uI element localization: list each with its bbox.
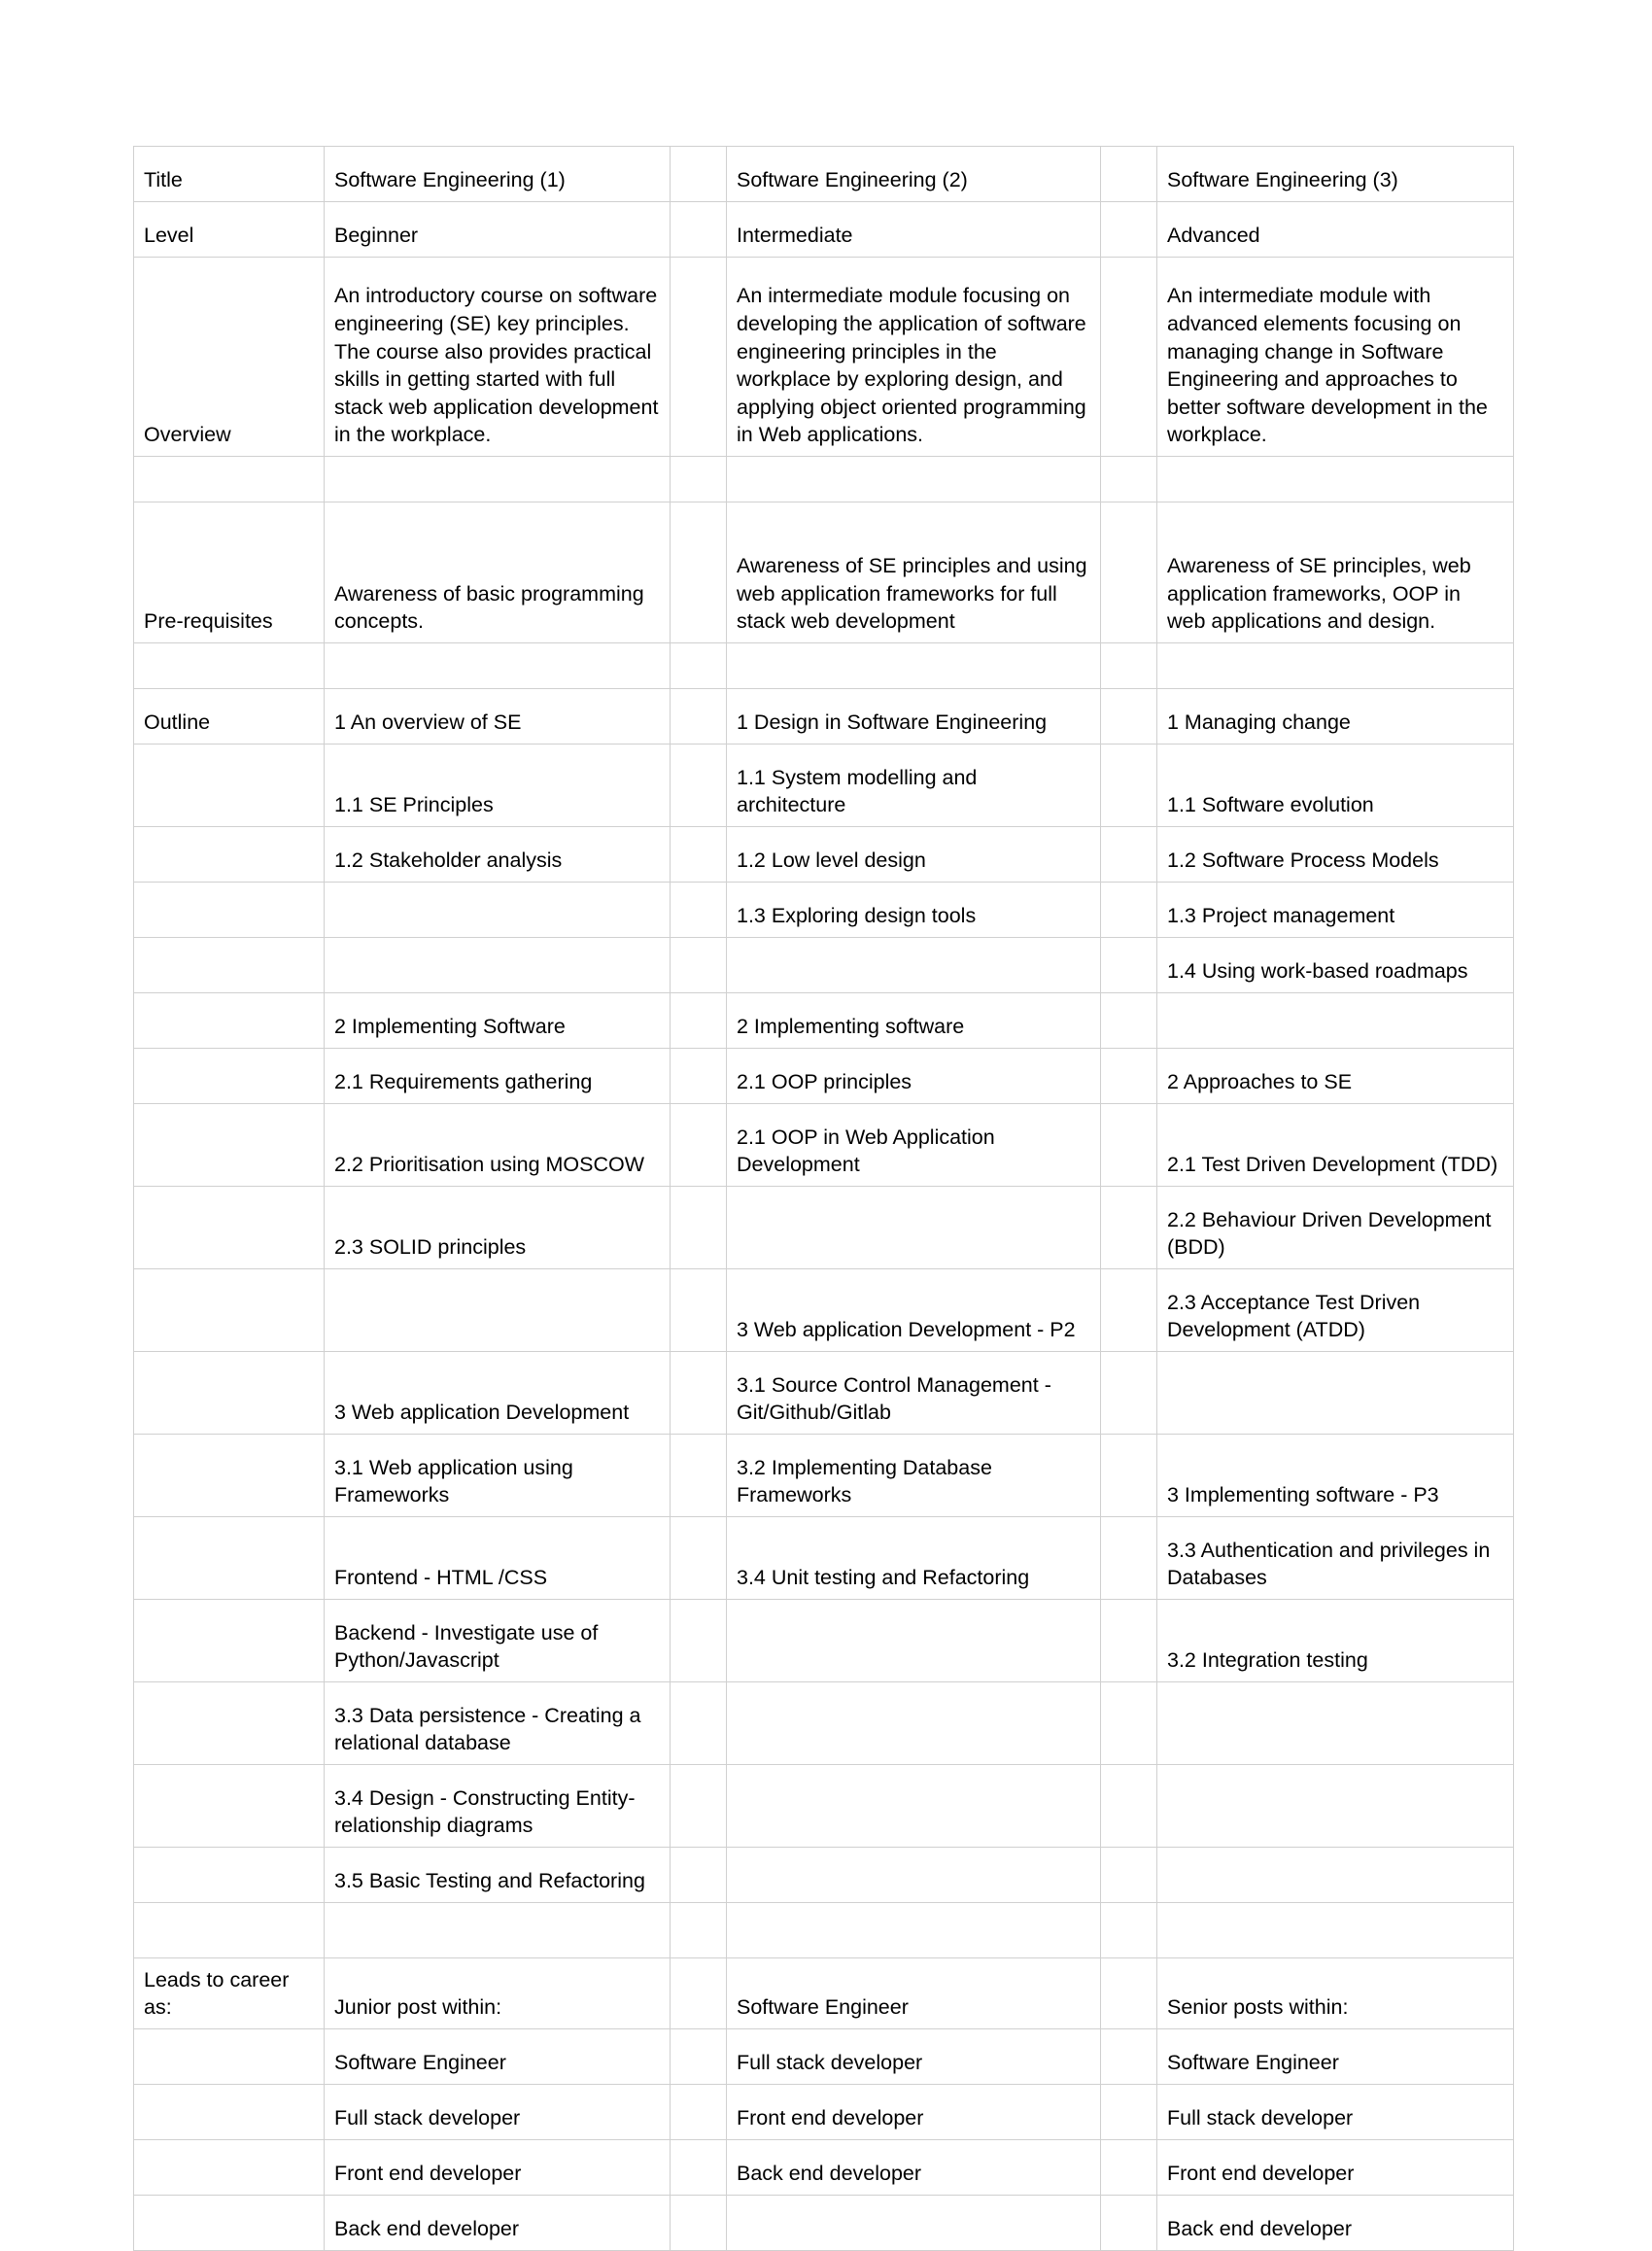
table-row-title: [134, 147, 1514, 202]
cell-outline-course3: [1157, 993, 1514, 1049]
cell-outline-course3: 3.3 Authentication and privileges in Databases: [1157, 1517, 1514, 1600]
cell-outline-course1: [325, 1903, 671, 1958]
spacer-cell: [671, 643, 727, 689]
spacer-cell: [1101, 993, 1157, 1049]
cell-careers-header-course3: Senior posts within:: [1157, 1958, 1514, 2029]
cell-career-course1: Full stack developer: [325, 2085, 671, 2140]
cell-outline-course1: 1.1 SE Principles: [325, 745, 671, 827]
empty-cell: [134, 1352, 325, 1435]
cell-title-course1: Software Engineering (1): [325, 147, 671, 202]
cell-outline-course2: [727, 1848, 1101, 1903]
cell-level-course2: Intermediate: [727, 202, 1101, 258]
empty-cell: [727, 457, 1101, 502]
cell-outline-course1: 3.1 Web application using Frameworks: [325, 1435, 671, 1517]
table-row-outline: [134, 689, 1514, 745]
table-row-outline: [134, 1517, 1514, 1600]
cell-title-course3: Software Engineering (3): [1157, 147, 1514, 202]
cell-career-course2: Full stack developer: [727, 2029, 1101, 2085]
empty-cell: [134, 2196, 325, 2251]
spacer-cell: [671, 1435, 727, 1517]
table-row-outline: [134, 993, 1514, 1049]
table-row-outline: [134, 1682, 1514, 1765]
cell-outline-course2: [727, 1187, 1101, 1269]
table-row-outline: [134, 1049, 1514, 1104]
empty-cell: [134, 1765, 325, 1848]
cell-outline-course2: 3.1 Source Control Management - Git/Github/Gitlab: [727, 1352, 1101, 1435]
cell-outline-course1: [325, 1269, 671, 1352]
table-row-career: [134, 2029, 1514, 2085]
cell-outline-course3: [1157, 1848, 1514, 1903]
cell-title-course2: Software Engineering (2): [727, 147, 1101, 202]
cell-level-course1: Beginner: [325, 202, 671, 258]
cell-outline-course2: 1 Design in Software Engineering: [727, 689, 1101, 745]
cell-outline-course1: Backend - Investigate use of Python/Javascript: [325, 1600, 671, 1682]
spacer-cell: [671, 1682, 727, 1765]
cell-outline-course2: [727, 1600, 1101, 1682]
cell-career-course1: Software Engineer: [325, 2029, 671, 2085]
cell-outline-course1: [325, 883, 671, 938]
cell-outline-course3: 2.1 Test Driven Development (TDD): [1157, 1104, 1514, 1187]
table-row-career: [134, 2085, 1514, 2140]
spacer-cell: [1101, 643, 1157, 689]
spacer-cell: [1101, 689, 1157, 745]
spacer-cell: [671, 1104, 727, 1187]
course-comparison-table-wrapper: [133, 146, 1513, 2251]
cell-outline-course2: [727, 1903, 1101, 1958]
cell-outline-course1: 2.2 Prioritisation using MOSCOW: [325, 1104, 671, 1187]
cell-prereq-course2: Awareness of SE principles and using web application frameworks for full stack web development: [727, 502, 1101, 643]
spacer-cell: [1101, 1848, 1157, 1903]
table-row-level: [134, 202, 1514, 258]
spacer-cell: [671, 2140, 727, 2196]
row-label-overview: Overview: [134, 258, 325, 457]
cell-outline-course2: 1.2 Low level design: [727, 827, 1101, 883]
empty-cell: [134, 1049, 325, 1104]
cell-career-course3: Front end developer: [1157, 2140, 1514, 2196]
cell-career-course3: Software Engineer: [1157, 2029, 1514, 2085]
empty-cell: [134, 993, 325, 1049]
empty-cell: [134, 1104, 325, 1187]
spacer-cell: [1101, 1903, 1157, 1958]
cell-career-course2: Front end developer: [727, 2085, 1101, 2140]
cell-outline-course3: 3.2 Integration testing: [1157, 1600, 1514, 1682]
table-row-prerequisites: [134, 502, 1514, 643]
spacer-cell: [1101, 1765, 1157, 1848]
cell-outline-course1: Frontend - HTML /CSS: [325, 1517, 671, 1600]
cell-outline-course3: [1157, 1352, 1514, 1435]
spacer-cell: [671, 258, 727, 457]
table-row-outline: [134, 1269, 1514, 1352]
spacer-cell: [1101, 1352, 1157, 1435]
cell-outline-course3: 2 Approaches to SE: [1157, 1049, 1514, 1104]
spacer-cell: [1101, 1435, 1157, 1517]
cell-outline-course2: 3 Web application Development - P2: [727, 1269, 1101, 1352]
spacer-cell: [671, 1600, 727, 1682]
spacer-cell: [671, 457, 727, 502]
cell-outline-course1: 1.2 Stakeholder analysis: [325, 827, 671, 883]
spacer-cell: [1101, 827, 1157, 883]
table-row-spacer: [134, 643, 1514, 689]
empty-cell: [1157, 643, 1514, 689]
table-row-outline: [134, 1903, 1514, 1958]
cell-outline-course3: [1157, 1765, 1514, 1848]
course-comparison-table: [133, 146, 1514, 2251]
empty-cell: [134, 1269, 325, 1352]
empty-cell: [325, 643, 671, 689]
cell-outline-course3: 1.4 Using work-based roadmaps: [1157, 938, 1514, 993]
cell-outline-course1: 3.3 Data persistence - Creating a relational database: [325, 1682, 671, 1765]
cell-outline-course1: 3 Web application Development: [325, 1352, 671, 1435]
empty-cell: [134, 1903, 325, 1958]
cell-outline-course3: 3 Implementing software - P3: [1157, 1435, 1514, 1517]
spacer-cell: [1101, 1600, 1157, 1682]
cell-careers-header-course1: Junior post within:: [325, 1958, 671, 2029]
cell-outline-course3: 1.2 Software Process Models: [1157, 827, 1514, 883]
cell-outline-course3: 1.3 Project management: [1157, 883, 1514, 938]
cell-outline-course1: 2.1 Requirements gathering: [325, 1049, 671, 1104]
row-label-prerequisites: Pre-requisites: [134, 502, 325, 643]
cell-outline-course3: 2.2 Behaviour Driven Development (BDD): [1157, 1187, 1514, 1269]
spacer-cell: [1101, 1049, 1157, 1104]
cell-overview-course3: An intermediate module with advanced elements focusing on managing change in Software Engineering and approaches to better software development in the workplace.: [1157, 258, 1514, 457]
cell-outline-course1: [325, 938, 671, 993]
table-row-outline: [134, 1848, 1514, 1903]
table-row-outline: [134, 883, 1514, 938]
cell-outline-course2: [727, 1765, 1101, 1848]
spacer-cell: [671, 938, 727, 993]
cell-outline-course2: 3.4 Unit testing and Refactoring: [727, 1517, 1101, 1600]
spacer-cell: [671, 1269, 727, 1352]
empty-cell: [134, 1682, 325, 1765]
spacer-cell: [671, 1187, 727, 1269]
spacer-cell: [1101, 2196, 1157, 2251]
cell-outline-course2: 3.2 Implementing Database Frameworks: [727, 1435, 1101, 1517]
spacer-cell: [671, 827, 727, 883]
table-row-career: [134, 2140, 1514, 2196]
cell-outline-course2: 2.1 OOP principles: [727, 1049, 1101, 1104]
table-row-outline: [134, 1765, 1514, 1848]
cell-outline-course2: 2.1 OOP in Web Application Development: [727, 1104, 1101, 1187]
spacer-cell: [1101, 1682, 1157, 1765]
empty-cell: [1157, 457, 1514, 502]
cell-outline-course1: 2 Implementing Software: [325, 993, 671, 1049]
spacer-cell: [671, 1903, 727, 1958]
empty-cell: [134, 745, 325, 827]
spacer-cell: [1101, 258, 1157, 457]
table-row-spacer: [134, 457, 1514, 502]
empty-cell: [134, 2085, 325, 2140]
empty-cell: [134, 457, 325, 502]
empty-cell: [134, 1848, 325, 1903]
spacer-cell: [1101, 1269, 1157, 1352]
spacer-cell: [671, 202, 727, 258]
spacer-cell: [671, 147, 727, 202]
table-row-outline: [134, 1435, 1514, 1517]
cell-outline-course3: [1157, 1682, 1514, 1765]
table-row-outline: [134, 938, 1514, 993]
spacer-cell: [671, 745, 727, 827]
cell-outline-course3: 2.3 Acceptance Test Driven Development (ATDD): [1157, 1269, 1514, 1352]
spacer-cell: [671, 2085, 727, 2140]
row-label-outline: Outline: [134, 689, 325, 745]
cell-careers-header-course2: Software Engineer: [727, 1958, 1101, 2029]
table-row-outline: [134, 1187, 1514, 1269]
spacer-cell: [1101, 1104, 1157, 1187]
spacer-cell: [671, 1848, 727, 1903]
spacer-cell: [1101, 938, 1157, 993]
spacer-cell: [1101, 202, 1157, 258]
cell-outline-course1: 2.3 SOLID principles: [325, 1187, 671, 1269]
spacer-cell: [1101, 2029, 1157, 2085]
cell-outline-course2: 1.3 Exploring design tools: [727, 883, 1101, 938]
spacer-cell: [1101, 745, 1157, 827]
cell-career-course1: Front end developer: [325, 2140, 671, 2196]
spacer-cell: [671, 1765, 727, 1848]
cell-outline-course1: 1 An overview of SE: [325, 689, 671, 745]
cell-outline-course2: [727, 938, 1101, 993]
spacer-cell: [671, 502, 727, 643]
table-row-outline: [134, 1104, 1514, 1187]
empty-cell: [134, 1435, 325, 1517]
empty-cell: [134, 1600, 325, 1682]
cell-career-course2: Back end developer: [727, 2140, 1101, 2196]
empty-cell: [134, 1187, 325, 1269]
cell-outline-course2: 1.1 System modelling and architecture: [727, 745, 1101, 827]
cell-career-course2: [727, 2196, 1101, 2251]
cell-career-course3: Full stack developer: [1157, 2085, 1514, 2140]
cell-prereq-course1: Awareness of basic programming concepts.: [325, 502, 671, 643]
spacer-cell: [671, 1958, 727, 2029]
empty-cell: [134, 2029, 325, 2085]
cell-outline-course1: 3.5 Basic Testing and Refactoring: [325, 1848, 671, 1903]
table-row-career: [134, 2196, 1514, 2251]
row-label-careers: Leads to career as:: [134, 1958, 325, 2029]
spacer-cell: [1101, 457, 1157, 502]
table-body: [134, 147, 1514, 689]
spacer-cell: [671, 2029, 727, 2085]
spacer-cell: [1101, 502, 1157, 643]
spacer-cell: [671, 689, 727, 745]
cell-level-course3: Advanced: [1157, 202, 1514, 258]
spacer-cell: [671, 1517, 727, 1600]
spacer-cell: [671, 883, 727, 938]
cell-outline-course2: [727, 1682, 1101, 1765]
table-row-outline: [134, 1352, 1514, 1435]
row-label-level: Level: [134, 202, 325, 258]
empty-cell: [134, 938, 325, 993]
cell-overview-course2: An intermediate module focusing on developing the application of software engineering principles in the workplace by exploring design, and applying object oriented programming in Web applications.: [727, 258, 1101, 457]
spacer-cell: [1101, 1187, 1157, 1269]
table-row-outline: [134, 1600, 1514, 1682]
spacer-cell: [1101, 2085, 1157, 2140]
spacer-cell: [671, 2196, 727, 2251]
empty-cell: [134, 643, 325, 689]
empty-cell: [134, 2140, 325, 2196]
table-row-outline: [134, 745, 1514, 827]
spacer-cell: [671, 993, 727, 1049]
table-row-outline: [134, 827, 1514, 883]
spacer-cell: [671, 1352, 727, 1435]
cell-outline-course3: [1157, 1903, 1514, 1958]
cell-career-course1: Back end developer: [325, 2196, 671, 2251]
spacer-cell: [1101, 883, 1157, 938]
cell-prereq-course3: Awareness of SE principles, web application frameworks, OOP in web applications and design.: [1157, 502, 1514, 643]
cell-overview-course1: An introductory course on software engineering (SE) key principles. The course also provides practical skills in getting started with full stack web application development in the workplace.: [325, 258, 671, 457]
spacer-cell: [1101, 2140, 1157, 2196]
spacer-cell: [1101, 1517, 1157, 1600]
cell-outline-course2: 2 Implementing software: [727, 993, 1101, 1049]
spacer-cell: [1101, 1958, 1157, 2029]
empty-cell: [134, 883, 325, 938]
spacer-cell: [1101, 147, 1157, 202]
empty-cell: [325, 457, 671, 502]
table-row-overview: [134, 258, 1514, 457]
cell-outline-course1: 3.4 Design - Constructing Entity-relationship diagrams: [325, 1765, 671, 1848]
empty-cell: [134, 827, 325, 883]
row-label-title: Title: [134, 147, 325, 202]
table-row-careers-header: [134, 1958, 1514, 2029]
empty-cell: [134, 1517, 325, 1600]
empty-cell: [727, 643, 1101, 689]
spacer-cell: [671, 1049, 727, 1104]
cell-outline-course3: 1.1 Software evolution: [1157, 745, 1514, 827]
cell-career-course3: Back end developer: [1157, 2196, 1514, 2251]
cell-outline-course3: 1 Managing change: [1157, 689, 1514, 745]
